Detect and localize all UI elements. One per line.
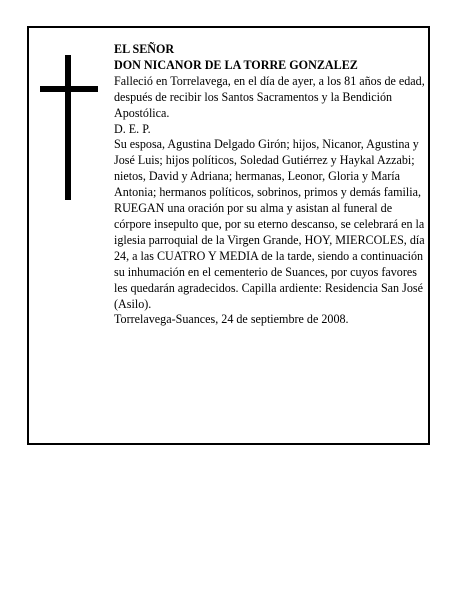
death-announcement: Falleció en Torrelavega, en el día de ayer, a los 81 años de edad, [114, 73, 425, 88]
obituary-text [114, 42, 426, 328]
deceased-name: DON NICANOR DE LA TORRE GONZALEZ [114, 57, 358, 72]
rip-text: D. E. P. [114, 121, 151, 136]
sacraments-text: después de recibir los Santos Sacramentos y la Bendición Apostólica. [114, 89, 393, 120]
latin-cross-icon [37, 55, 101, 200]
family-text: Su esposa, Agustina Delgado Girón; hijos, Nicanor, Agustina y José Luis; hijos políticos, Soledad Gutiérrez y Haykal Azzabi; nietos, David y Adriana; hermanas, Leonor, Gloria y María Antonia; hermanos políticos, sobrinos, primos y demás familia, [114, 137, 422, 200]
cross-vertical-bar [65, 55, 71, 200]
place-date-text: Torrelavega-Suances, 24 de septiembre de 2008. [114, 312, 349, 327]
obituary-title: EL SEÑOR [114, 42, 175, 56]
cross-horizontal-bar [40, 86, 98, 92]
funeral-request-text: RUEGAN una oración por su alma y asistan al funeral de córpore insepulto que, por su eterno descanso, se celebrará en la iglesia parroquial de la Virgen Grande, HOY, MIERCOLES, día 24, a las CUATRO Y MEDIA de la tarde, siendo a continuación su inhumación en el cementerio de Suances, por cuyos favores les quedarán agradecidos. Capilla ardiente: Residencia San José (Asilo). [114, 201, 425, 311]
obituary-notice [27, 26, 430, 445]
